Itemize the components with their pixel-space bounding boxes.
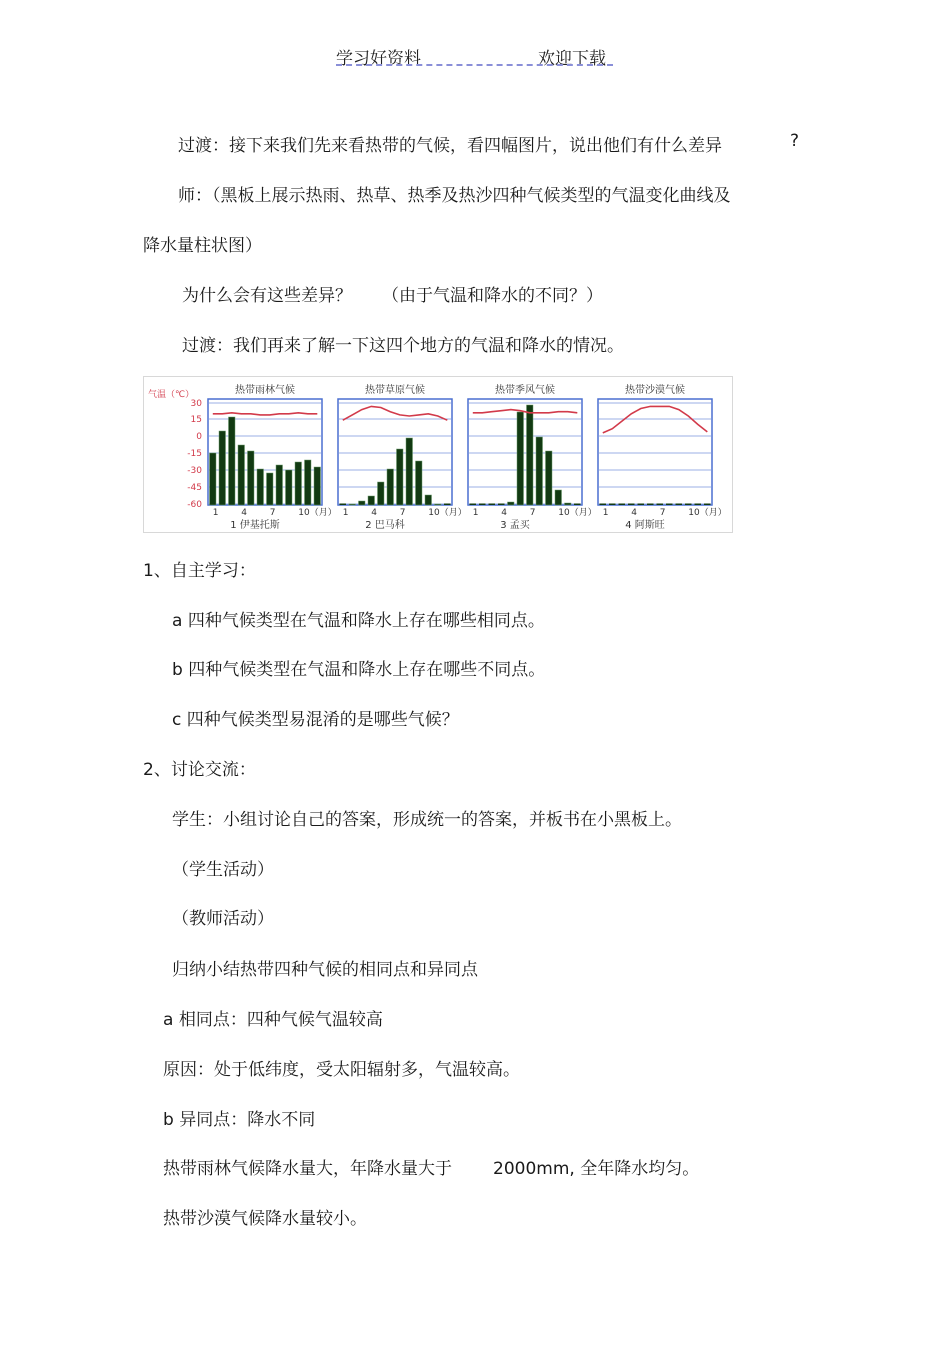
precipitation-bar	[704, 504, 711, 506]
panel-caption: 3 孟买	[500, 520, 530, 531]
paragraph-student-activity: （学生活动）	[172, 860, 274, 880]
x-tick-label: 4	[371, 508, 377, 518]
precipitation-bar	[517, 412, 524, 505]
x-tick-label: 7	[269, 508, 276, 518]
paragraph-students: 学生：小组讨论自己的答案，形成统一的答案，并板书在小黑板上。	[172, 810, 682, 830]
precipitation-bar	[609, 504, 616, 506]
precipitation-bar	[378, 482, 385, 505]
precipitation-bar	[286, 470, 293, 505]
y-tick-label: -60	[187, 500, 202, 510]
precipitation-bar	[257, 469, 264, 505]
precipitation-bar	[387, 469, 394, 505]
paragraph-teacher-activity: （教师活动）	[172, 909, 274, 929]
y-axis-label: 气温（℃）	[148, 390, 195, 400]
panel-title: 热带雨林气候	[235, 385, 295, 396]
climate-charts-svg	[144, 377, 732, 532]
precipitation-bar	[444, 504, 451, 506]
header-right: 欢迎下载	[538, 49, 606, 69]
precipitation-bar	[314, 467, 321, 505]
precipitation-bar	[527, 405, 534, 505]
x-tick-label: 1	[602, 508, 609, 518]
section-self-study: 1、自主学习：	[143, 561, 256, 581]
paragraph-transition-1: 过渡：接下来我们先来看热带的气候，看四幅图片，说出他们有什么差异 ?	[178, 131, 800, 156]
precipitation-bar	[647, 504, 654, 506]
panel-caption: 2 巴马科	[365, 520, 405, 531]
item-c: c 四种气候类型易混淆的是哪些气候？	[172, 710, 459, 730]
precipitation-bar	[349, 504, 356, 505]
y-tick-label: 0	[196, 432, 202, 442]
item-b: b 四种气候类型在气温和降水上存在哪些不同点。	[172, 660, 546, 680]
y-tick-label: -15	[187, 449, 202, 459]
precipitation-bar	[210, 453, 217, 505]
x-tick-label: 7	[529, 508, 536, 518]
precipitation-bar	[340, 504, 347, 506]
precipitation-bar	[508, 502, 515, 505]
precipitation-bar	[248, 451, 255, 505]
paragraph-reason: 原因：处于低纬度，受太阳辐射多，气温较高。	[163, 1060, 520, 1080]
x-tick-label: 4	[241, 508, 247, 518]
precipitation-bar	[229, 417, 236, 505]
y-tick-label: 30	[190, 399, 202, 409]
paragraph-teacher-cont: 降水量柱状图）	[143, 236, 262, 256]
header-left: 学习好资料	[336, 49, 421, 69]
precipitation-bar	[489, 504, 496, 506]
x-tick-label: 10（月）	[428, 508, 467, 518]
x-tick-label: 4	[631, 508, 637, 518]
x-tick-label: 10（月）	[558, 508, 597, 518]
panel-title: 热带季风气候	[495, 385, 555, 396]
paragraph-difference: b 异同点：降水不同	[163, 1110, 316, 1130]
precipitation-bar	[305, 460, 312, 505]
item-a: a 四种气候类型在气温和降水上存在哪些相同点。	[172, 611, 545, 631]
precipitation-bar	[267, 473, 274, 505]
section-discussion: 2、讨论交流：	[143, 760, 256, 780]
x-tick-label: 1	[342, 508, 349, 518]
precipitation-bar	[685, 504, 692, 506]
precipitation-bar	[479, 504, 486, 506]
precipitation-bar	[638, 504, 645, 506]
precipitation-bar	[565, 503, 572, 505]
panel-caption: 1 伊基托斯	[230, 520, 280, 531]
precipitation-bar	[657, 504, 664, 506]
precipitation-bar	[666, 504, 673, 506]
precipitation-bar	[574, 504, 581, 506]
precipitation-bar	[406, 438, 413, 505]
precipitation-bar	[295, 462, 302, 505]
precipitation-bar	[695, 504, 702, 506]
panel-frame	[598, 399, 712, 505]
paragraph-desert: 热带沙漠气候降水量较小。	[163, 1209, 367, 1229]
paragraph-summary: 归纳小结热带四种气候的相同点和异同点	[172, 960, 478, 980]
panel-title: 热带草原气候	[365, 385, 425, 396]
precipitation-bar	[470, 504, 477, 506]
x-tick-label: 1	[472, 508, 479, 518]
precipitation-bar	[628, 504, 635, 506]
y-tick-label: -30	[187, 466, 202, 476]
paragraph-teacher: 师：（黑板上展示热雨、热草、热季及热沙四种气候类型的气温变化曲线及	[178, 186, 731, 206]
paragraph-rainforest: 热带雨林气候降水量大，年降水量大于 2000mm, 全年降水均匀。	[163, 1159, 700, 1179]
panel-caption: 4 阿斯旺	[625, 520, 665, 531]
panel-title: 热带沙漠气候	[625, 385, 685, 396]
y-tick-label: 15	[190, 415, 202, 425]
precipitation-bar	[416, 461, 423, 505]
climate-charts-figure	[143, 376, 733, 533]
panel-frame	[468, 399, 582, 505]
paragraph-transition-2: 过渡：我们再来了解一下这四个地方的气温和降水的情况。	[182, 336, 624, 356]
precipitation-bar	[676, 504, 683, 506]
x-tick-label: 7	[659, 508, 666, 518]
precipitation-bar	[555, 490, 562, 505]
precipitation-bar	[397, 449, 404, 505]
x-tick-label: 10（月）	[688, 508, 727, 518]
precipitation-bar	[276, 465, 283, 505]
x-tick-label: 10（月）	[298, 508, 337, 518]
precipitation-bar	[600, 504, 607, 506]
precipitation-bar	[536, 437, 543, 505]
paragraph-similarity: a 相同点：四种气候气温较高	[163, 1010, 383, 1030]
precipitation-bar	[546, 451, 553, 505]
x-tick-label: 1	[212, 508, 219, 518]
x-tick-label: 4	[501, 508, 507, 518]
precipitation-bar	[219, 431, 226, 505]
precipitation-bar	[425, 495, 432, 505]
precipitation-bar	[498, 504, 505, 506]
precipitation-bar	[359, 501, 366, 505]
precipitation-bar	[368, 496, 375, 505]
precipitation-bar	[619, 504, 626, 506]
header-dashed-underline	[336, 64, 613, 66]
paragraph-question: 为什么会有这些差异？ （由于气温和降水的不同？）	[182, 286, 603, 306]
precipitation-bar	[435, 504, 442, 505]
y-tick-label: -45	[187, 483, 202, 493]
x-tick-label: 7	[399, 508, 406, 518]
precipitation-bar	[238, 445, 245, 505]
